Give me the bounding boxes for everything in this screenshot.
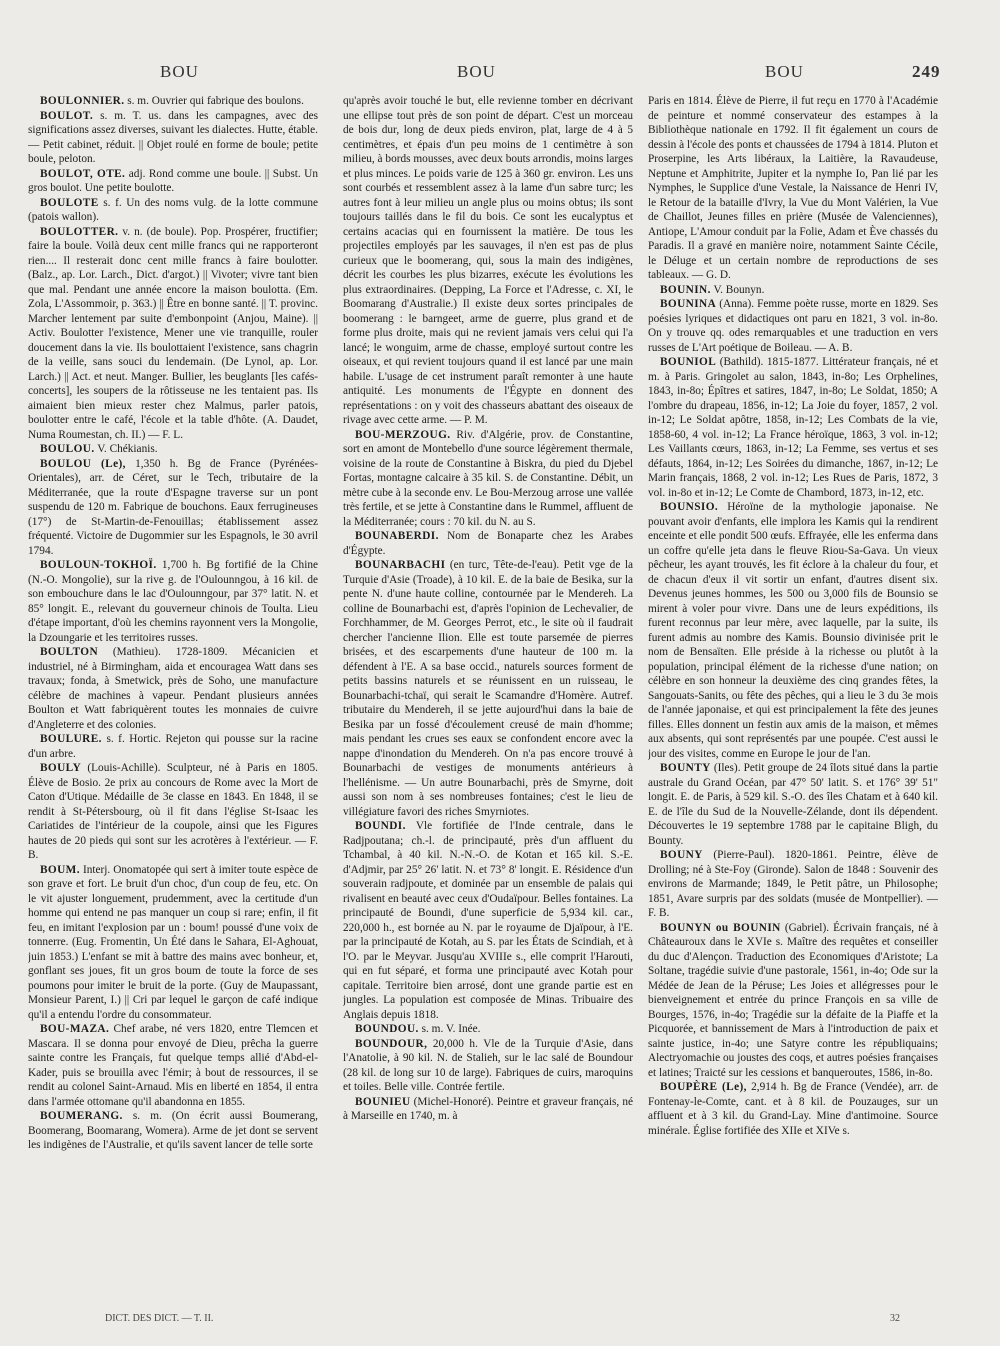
entry-text: s. m. (On écrit aussi Boumerang, Boomerang, Boomarang, Womera). Arme de jet dont se servent les indigènes de l'Australie, et qu'ils savent lancer de telle sorte: [28, 1110, 318, 1151]
dictionary-entry: [28, 732, 318, 761]
entry-text: 1,350 h. Bg de France (Pyrénées-Orientales), arr. de Céret, sur le Tech, tributaire de la Méditerranée, que la route d'Espagne traverse sur un pont suspendu de 120 m. Fabrique de bouchons. Eaux ferrugineuses (17°) de St-Martin-de-Fenouillas; établissement assez fréquenté. Victoire de Dugommier sur les Espagnols, le 30 avril 1794.: [28, 457, 318, 557]
entry-headword: BOU-MAZA.: [40, 1023, 110, 1035]
page-number: 249: [912, 62, 941, 81]
dictionary-entry: [28, 645, 318, 732]
entry-headword: BOUNABERDI.: [355, 530, 439, 542]
dictionary-entry: [28, 94, 318, 109]
dictionary-entry: [343, 1022, 633, 1037]
entry-headword: BOUNIOL: [660, 356, 717, 368]
dictionary-entry: [28, 457, 318, 559]
entry-headword: BOUNSIO.: [660, 501, 719, 513]
dictionary-entry: [28, 558, 318, 645]
entry-headword: BOUNYN ou BOUNIN: [660, 921, 781, 934]
entry-text: (Michel-Honoré). Peintre et graveur français, né à Marseille en 1740, m. à: [343, 1095, 633, 1122]
entry-text: (Louis-Achille). Sculpteur, né à Paris en 1805. Élève de Bosio. 2e prix au concours de Rome avec la Mort de Caton d'Utique. Médaille de 3e classe en 1843. En 1848, il se rendit à St-Pétersbourg, où il fit dans l'église St-Isaac les Cariatides de l'intérieur de la coupole, ainsi que les Figures hautes de 20 pieds qui sont sur les acrotères à l'extérieur. — F. B.: [28, 762, 318, 861]
column-1: [28, 94, 318, 1294]
entry-text: Interj. Onomatopée qui sert à imiter toute espèce de son grave et fort. Le bruit d'un choc, d'un coup de feu, etc. On le vit ajuster longuement, prudemment, avec la certitude d'un homme qui entend ne pas manquer un coup si rare; enfin, il fit feu, en imitant l'explosion par un : boum! poussé d'une voix de tonnerre. (Eug. Fromentin, Un Été dans le Sahara, El-Aghouat, juin 1853.) L'enfant se mit à battre des mains avec bonheur, et, gonflant ses joues, fit un gros boum de toute la force de ses poumons pour imiter le bruit de la porte. (Guy de Maupassant, Monsieur Parent, I.) || Cri par lequel le garçon de café indique qu'il a entendu l'ordre du consommateur.: [28, 863, 318, 1021]
entry-text: (Gabriel). Écrivain français, né à Châteauroux dans le XVIe s. Maître des requêtes et conseiller du duc d'Alençon. Traduction des Economiques d'Aristote; La Soltane, tragédie suivie d'une pastorale, 1561, in-4o; Ode sur la Médée de Jean de la Péruse; Les Joies et allégresses pour le bienveignement et entrée du prince François en sa ville de Bourges, 1576, in-4o; Tragédie sur la défaite de la Piaffe et la Picquorée, et bannissement de Mars à l'introduction de paix et sainte justice, in-4o; une Satyre contre les républiquains; Alectryomachie ou joustes des coqs, et autres poésies françaises et latines; Traicté sur les cessions et banqueroutes, 1586, in-8o.: [648, 921, 938, 1079]
dictionary-entry: [28, 196, 318, 225]
entry-headword: BOU-MERZOUG.: [355, 428, 451, 441]
entry-text: s. m. V. Inée.: [421, 1023, 481, 1035]
entry-headword: BOUNDOU.: [355, 1023, 419, 1035]
entry-text: v. n. (de boule). Pop. Prospérer, fructifier; faire la boule. Voilà deux cent mille francs qui ne rapporteront rien.... Il resterait donc cent mille francs à faire boulotter. (Balz., ap. Lor. Larch., Dict. d'argot.) || Vivoter; vivre tant bien que mal. Pendant une année encore la maison boulotta. (Em. Zola, L'Assommoir, p. 363.) || Être en bonne santé. || T. provinc. Marcher lentement par suite d'embonpoint (Anjou, Maine). || Activ. Boulotter l'existence, Mener une vie tranquille, rouler doucement dans la vie. Ils boulottaient l'existence, sans chagrin de la veille, sans souci du lendemain. (De Lynol, ap. Lor. Larch.) || Act. et neut. Manger. Bullier, les beuglants [les cafés-concerts], les soupers de la rôtisseuse ne les tentaient pas. Ils aimaient bien mieux rester chez Malmus, parler patois, boulotter entre le café, l'école et la table d'hôte. (A. Daudet, Numa Roumestan, ch. II.) — F. L.: [28, 225, 318, 441]
dictionary-entry: [28, 442, 318, 457]
footer-volume: DICT. DES DICT. — T. II.: [105, 1313, 214, 1324]
entry-headword: BOUPÈRE (Le),: [660, 1081, 747, 1093]
entry-headword: BOULOT.: [40, 109, 94, 122]
entry-headword: BOUM.: [40, 863, 80, 876]
dictionary-entry: [343, 1037, 633, 1095]
entry-text: (Iles). Petit groupe de 24 îlots situé dans la partie australe du Grand Océan, par 47° 50' latit. S. et 176° 39' 51" longit. E. de Paris, à 529 kil. S.-O. des îles Chatam et à 640 kil. E. de l'île du Sud de la Nouvelle-Zélande, dont ils dépendent. Découvertes le 19 septembre 1788 par le capitaine Bligh, du Bounty.: [648, 762, 938, 847]
dictionary-entry: [343, 819, 633, 1022]
dictionary-entry: [28, 1022, 318, 1109]
dictionary-entry: [648, 1080, 938, 1138]
running-head-right: BOU: [765, 62, 804, 81]
dictionary-entry: [343, 94, 633, 428]
entry-headword: BOULOU (Le),: [40, 457, 126, 470]
entry-headword: BOULOTTER.: [40, 225, 119, 238]
dictionary-entry: [343, 1095, 633, 1124]
entry-headword: BOUNTY: [660, 762, 711, 774]
entry-headword: BOUNY: [660, 849, 703, 861]
entry-headword: BOULY: [40, 762, 82, 774]
entry-headword: BOULOUN-TOKHOÏ.: [40, 559, 157, 571]
dictionary-entry: [343, 558, 633, 819]
entry-text: s. f. Un des noms vulg. de la lotte commune (patois wallon).: [28, 196, 318, 223]
column-3: [648, 94, 938, 1294]
running-head-left: BOU: [160, 62, 199, 81]
entry-text: 1,700 h. Bg fortifié de la Chine (N.-O. Mongolie), sur la rive g. de l'Oulounngou, à 16 kil. de son embouchure dans le lac d'Oulounngour, par 37° latit. N. et 85° longit. E., relevant du gouverneur chinois de Toulta. Lieu d'étape important, d'où les chemins rayonnent vers la Mongolie, la Dzoungarie et les territoires russes.: [28, 559, 318, 644]
entry-headword: BOUNINA: [660, 298, 717, 310]
dictionary-entry: [28, 167, 318, 196]
entry-headword: BOULURE.: [40, 733, 102, 745]
dictionary-entry: [648, 355, 938, 500]
entry-text: Riv. d'Algérie, prov. de Constantine, sort en amont de Montebello d'une source légèrement thermale, voisine de la route de Constantine à Biskra, du pied du Djebel Fortas, montagne calcaire à 35 kil. S. de Constantine. Débit, un mètre cube à la seconde env. Le Bou-Merzoug arrose une vallée très fertile, et se jette à Constantine dans le Rummel, affluent de la Méditerranée; cours : 70 kil. du N. au S.: [343, 428, 633, 528]
entry-headword: BOUNARBACHI: [355, 559, 446, 571]
entry-headword: BOUNIEU: [355, 1095, 411, 1108]
entry-text: (Pierre-Paul). 1820-1861. Peintre, élève de Drolling; né à Ste-Foy (Gironde). Salon de 1848 : Souvenir des environs de Marmande; 1849, le Petit pâtre, un Philosophe; 1851, Avare surpris par des soldats (musée de Montpellier). — F. B.: [648, 849, 938, 919]
entry-headword: BOULOT, OTE.: [40, 167, 126, 180]
entry-headword: BOUNDOUR,: [355, 1037, 428, 1050]
dictionary-entry: [648, 283, 938, 298]
entry-headword: BOULOU.: [40, 443, 95, 455]
entry-headword: BOULOTE: [40, 196, 99, 209]
running-head-center: BOU: [457, 62, 496, 81]
dictionary-entry: [28, 225, 318, 443]
dictionary-entry: [28, 863, 318, 1023]
entry-text: Héroïne de la mythologie japonaise. Ne pouvant avoir d'enfants, elle implora les Kamis qui la rendirent enceinte et elle pondit 500 œufs. Effrayée, elle les enferma dans un coffre qu'elle jeta dans le fleuve Riou-Sa-Gava. Un vieux pêcheur, les ayant trouvés, les fit éclore à la chaleur du four, et de chacun d'eux il vit sortir un enfant, d'autres disent six. Devenus jeunes hommes, les 500 ou 3,000 fils de Bounsio se mirent à voler pour vivre. Dans une de leurs expéditions, ils furent reconnus par leur mère, avec laquelle, par la suite, ils furent admis au nombre des Kamis. Bounsio divinisée prit le nom de Bensaïten. Elle préside à la richesse ou plutôt à la population, principal élément de la richesse d'une nation; on célèbre en son honneur la deuxième des cinq grandes fêtes, la Sangouats-Sanits, ou fête des pêches, qui a lieu le 3 du 3e mois de l'année japonaise, et qui est principalement la fête des jeunes filles. Elles donnent un festin aux amis de la maison, et mêmes aux absents, qui sont représentés par une poupée. C'est aussi le jour des visites, comme en Europe le jour de l'an.: [648, 501, 938, 760]
entry-text: (Mathieu). 1728-1809. Mécanicien et industriel, né à Birmingham, aida et encouragea Watt dans ses travaux; fonda, à Smetwick, près de Soho, une manufacture célèbre de machines à vapeur. Pendant plusieurs années Boulton et Watt fabriquèrent toutes les monnaies de cuivre d'Angleterre et des colonies.: [28, 646, 318, 731]
column-2: [343, 94, 633, 1294]
entry-text: s. m. Ouvrier qui fabrique des boulons.: [127, 95, 304, 107]
entry-headword: BOUNDI.: [355, 820, 406, 832]
entry-headword: BOUNIN.: [660, 283, 711, 296]
dictionary-entry: [648, 297, 938, 355]
dictionary-entry: [648, 848, 938, 921]
dictionary-entry: [648, 761, 938, 848]
entry-text: V. Bounyn.: [713, 283, 765, 296]
entry-text: adj. Rond comme une boule. || Subst. Un gros boulot. Une petite boulotte.: [28, 167, 318, 194]
footer-signature: 32: [890, 1313, 900, 1324]
entry-text: 2,914 h. Bg de France (Vendée), arr. de Fontenay-le-Comte, cant. et à 8 kil. de Pouzauges, sur un affluent et à 3 kil. du Grand-Lay. Mine d'antimoine. Source minérale. Église fortifiée des XIIe et XIVe s.: [648, 1081, 938, 1137]
entry-text: s. m. T. us. dans les campagnes, avec des significations assez diverses, suivant les dialectes. Hutte, étable. — Petit cabinet, réduit. || Objet roulé en forme de boule; petite boule, peloton.: [28, 109, 318, 165]
entry-headword: BOUMERANG.: [40, 1110, 123, 1122]
entry-text: Vle fortifiée de l'Inde centrale, dans le Radjpoutana; ch.-l. de principauté, près d'un affluent du Tchambal, à 40 kil. N.-N.-O. de Kotan et 165 kil. S.-E. d'Adjmir, par 25° 26' latit. N. et 73° 8' longit. E. Résidence d'un souverain radjpoute, et dominée par un ensemble de palais qui rivalisent en beauté avec ceux d'Oudaïpour. Belles fontaines. La principauté de Boundi, d'une superficie de 5,934 kil. car., 220,000 h., est bornée au N. par le royaume de Djaïpour, à l'E. par la principauté de Kotah, au S. par les États de Scindiah, et à l'O. par le Meyvar. Jusqu'au XVIIIe s., elle comprit l'Harouti, qui en fut séparé, et forma une principauté avec Kotah pour capitale. Territoire bien arrosé, dont une grande partie est en jungles. La population est composée de Minas. Tribuaire des Anglais depuis 1818.: [343, 820, 633, 1021]
dictionary-entry: [648, 921, 938, 1081]
dictionary-entry: [648, 94, 938, 283]
entry-text: Nom de Bonaparte chez les Arabes d'Égypte.: [343, 530, 633, 557]
entry-text: V. Chékianis.: [97, 443, 158, 455]
dictionary-entry: [648, 500, 938, 761]
entry-text: (en turc, Tête-de-l'eau). Petit vge de la Turquie d'Asie (Troade), à 10 kil. E. de la baie de Besika, sur la pente N. d'une haute colline, contournée par le Mendereh. La colline de Bounarbachi est, d'après l'opinion de Lechevalier, de Forchhammer, de M. Georges Perrot, etc., le site où il faudrait chercher l'ancienne Ilion. Elle est toute parsemée de pierres brisées, et des escarpements d'une hauteur de 100 m. la défendent à l'E. A sa base occid., naturels sources forment de petits bassins naturels et se réunissent en un ruisseau, le Bounarbachi-tchaï, qui serait le Scamandre d'Homère. Autref. tributaire du Mendereh, il se jette aujourd'hui dans la baie de Besika par un fossé d'écoulement creusé de main d'homme; mais pendant les crues ses eaux se confondent encore avec la nappe d'inondation du Mendereh. On n'a pas encore trouvé à Bounarbachi de vestiges de monuments antérieurs à l'hellénisme. — Un autre Bounarbachi, près de Smyrne, doit aussi son nom à ses nombreuses fontaines; c'est le lieu de villégiature favori des riches Smyrniotes.: [343, 559, 633, 818]
dictionary-entry: [343, 428, 633, 530]
dictionary-entry: [28, 761, 318, 863]
entry-text: (Bathild). 1815-1877. Littérateur français, né et m. à Paris. Gringolet au salon, 1843, in-8o; Les Orphelines, 1843, in-8o; Épîtres et satires, 1847, in-8o; Le Soldat, 1850; A l'ombre du drapeau, 1856, in-12; La Joie du foyer, 1857, 2 vol. in-12; Le Soldat apôtre, 1858, in-12; Les Combats de la vie, 1858-60, 4 vol. in-12; La France héroïque, 1863, 3 vol. in-12; Les Vaillants cœurs, 1863, in-12; La Femme, ses vertus et ses défauts, 1864, in-12; Les Soirées du dimanche, 1867, in-12; Le Marin français, 1868, 2 vol. in-12; Les Rues de Paris, 1872, 3 vol. in-8o et in-12; Le Comte de Chambord, 1873, in-12, etc.: [648, 356, 938, 499]
entry-text: qu'après avoir touché le but, elle revienne tomber en décrivant une ellipse tout près de son point de départ. C'est un morceau de bois dur, long de deux pieds environ, plat, large de 4 à 5 centimètres, et épais d'un peu moins de 1 centimètre à son milieu, à bords mousses, avec deux bouts arrondis, moins larges et plus minces. Le poids varie de 125 à 360 gr. environ. Les uns sont courbés et ressemblent assez à la lame d'un sabre turc; les autres font à leur milieu un angle plus ou moins obtus; ils sont toujours taillés dans le fil du bois. Ce sont les eucalyptus et certains acacias qui en fournissent la matière. De tous les projectiles employés par les sauvages, il n'en est pas de plus curieux que le boomerang, qui, sous la main des indigènes, décrit les courbes les plus bizarres, exécute les évolutions les plus extraordinaires. (Depping, La Force et l'Adresse, c. XI, le Boomarang d'Australie.) Il existe deux sortes principales de boomerang : le barngeet, arme de guerre, plus grand et de forme plus droite, mais qui ne revient jamais vers celui qui l'a lancé; le wonguim, arme de chasse, employé surtout contre les oiseaux, et qui revient toujours quand il est lancé par une main habile. L'usage de cet instrument paraît remonter à une haute antiquité. Les monuments de l'Égypte en donnent des représentations : on y voit des chasseurs abattant des oiseaux de rivage avec cette arme. — P. M.: [343, 95, 633, 426]
entry-text: 20,000 h. Vle de la Turquie d'Asie, dans l'Anatolie, à 90 kil. N. de Stalieh, sur le lac salé de Boundour (28 kil. de long sur 10 de large). Fabriques de cuirs, maroquins et toiles. Belle ville. Contrée fertile.: [343, 1037, 633, 1093]
dictionary-entry: [28, 1109, 318, 1153]
entry-text: (Anna). Femme poète russe, morte en 1829. Ses poésies lyriques et didactiques ont paru en 1821, 3 vol. in-8o. On y trouve qq. odes remarquables et une traduction en vers russes de L'Art poétique de Boileau. — A. B.: [648, 298, 938, 354]
entry-headword: BOULTON: [40, 646, 99, 658]
entry-text: Paris en 1814. Élève de Pierre, il fut reçu en 1770 à l'Académie de peinture et nommé conservateur des estampes à la Bibliothèque nationale en 1792. Il fit également un cours de dessin à l'école des ponts et chaussées de 1794 à 1814. Pluton et Proserpine, les Arts libéraux, la Laitière, la Ravaudeuse, Neptune et Amphitrite, Jupiter et la nymphe Io, Pan lié par les Nymphes, le Supplice d'une Vestale, la Naissance de Henri IV, le Retour de la bataille d'Ivry, la Vue du Mont Valérien, la Vue de Chaillot, Jeunes filles en prière (Musée de Valenciennes), Antiope, L'Amour conduit par la Folie, Adam et Ève chassés du Paradis. Il a gravé en manière noire, notamment Sainte Cécile, le Déluge et un certain nombre de reproductions de ses tableaux. — G. D.: [648, 95, 938, 281]
entry-text: s. f. Hortic. Rejeton qui pousse sur la racine d'un arbre.: [28, 733, 318, 760]
dictionary-entry: [28, 109, 318, 167]
dictionary-entry: [343, 529, 633, 558]
entry-text: Chef arabe, né vers 1820, entre Tlemcen et Mascara. Il se donna pour envoyé de Dieu, prêcha la guerre sainte contre les Français, fut quelque temps allié d'Abd-el-Kader, puis se brouilla avec l'émir; à bout de ressources, il se rendit au colonel Saint-Arnaud. Mis en liberté en 1854, il entra dans l'armée ottomane qu'il abandonna en 1855.: [28, 1023, 318, 1108]
entry-headword: BOULONNIER.: [40, 95, 125, 107]
